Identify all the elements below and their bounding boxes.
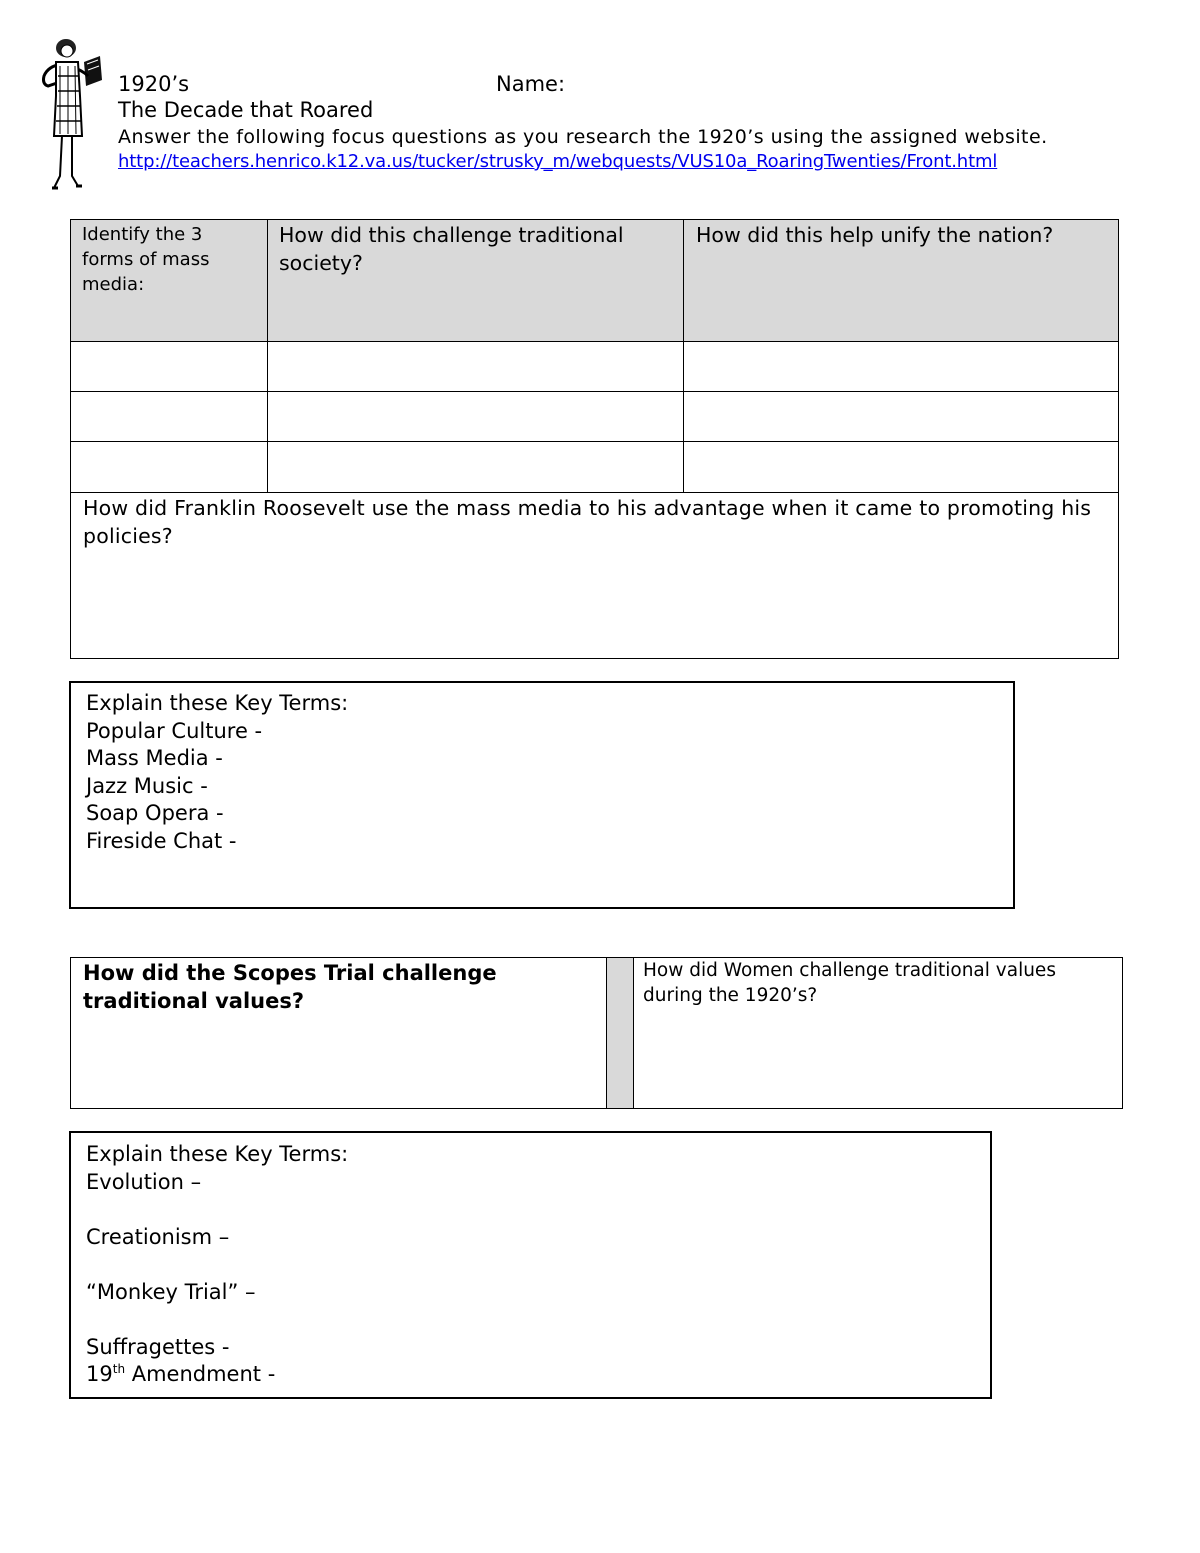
women-question: How did Women challenge traditional values during the 1920’s?	[643, 960, 1056, 1006]
unify-cell-2[interactable]	[684, 392, 1118, 441]
flapper-reading-icon	[38, 36, 106, 192]
term-evolution: Evolution –	[86, 1169, 202, 1194]
scopes-trial-question: How did the Scopes Trial challenge traditional values?	[83, 961, 497, 1013]
challenge-cell-1[interactable]	[268, 342, 683, 391]
challenge-cell-2[interactable]	[268, 392, 683, 441]
term-popular-culture: Popular Culture -	[86, 718, 263, 743]
term-19th-amendment: 19th Amendment -	[86, 1362, 276, 1386]
term-mass-media: Mass Media -	[86, 746, 223, 770]
term-fireside-chat: Fireside Chat -	[86, 828, 237, 853]
women-answer-area[interactable]	[634, 1012, 1122, 1107]
term-soap-opera: Soap Opera -	[86, 801, 224, 825]
challenge-cell-3[interactable]	[268, 442, 683, 492]
header-challenge-society: How did this challenge traditional society?	[279, 223, 624, 275]
name-label: Name:	[496, 72, 566, 96]
media-form-cell-1[interactable]	[71, 342, 267, 391]
year-title: 1920’s	[118, 72, 190, 96]
instructions-text: Answer the following focus questions as you research the 1920’s using the assigned website.	[118, 126, 1048, 148]
header-mass-media-forms: Identify the 3 forms of mass media:	[82, 224, 210, 295]
scopes-answer-area[interactable]	[71, 1020, 606, 1107]
key-terms-box-2	[69, 1131, 992, 1399]
assigned-website-link[interactable]: http://teachers.henrico.k12.va.us/tucker/strusky_m/webquests/VUS10a_RoaringTwenties/Front.html	[118, 151, 998, 172]
roosevelt-answer-area[interactable]	[71, 550, 1118, 657]
unify-cell-1[interactable]	[684, 342, 1118, 391]
key-terms-heading-2: Explain these Key Terms:	[86, 1142, 349, 1166]
key-terms-box-1	[69, 681, 1015, 909]
term-monkey-trial: “Monkey Trial” –	[86, 1279, 256, 1304]
media-form-cell-2[interactable]	[71, 392, 267, 441]
roosevelt-question: How did Franklin Roosevelt use the mass media to his advantage when it came to promoting his policies?	[83, 496, 1092, 548]
unify-cell-3[interactable]	[684, 442, 1118, 492]
table-divider-column	[607, 958, 633, 1108]
page-title: The Decade that Roared	[118, 98, 374, 122]
key-terms-heading: Explain these Key Terms:	[86, 691, 349, 715]
media-form-cell-3[interactable]	[71, 442, 267, 492]
term-jazz-music: Jazz Music -	[86, 773, 208, 798]
term-creationism: Creationism –	[86, 1224, 230, 1249]
header-unify-nation: How did this help unify the nation?	[696, 223, 1054, 247]
term-suffragettes: Suffragettes -	[86, 1334, 230, 1359]
